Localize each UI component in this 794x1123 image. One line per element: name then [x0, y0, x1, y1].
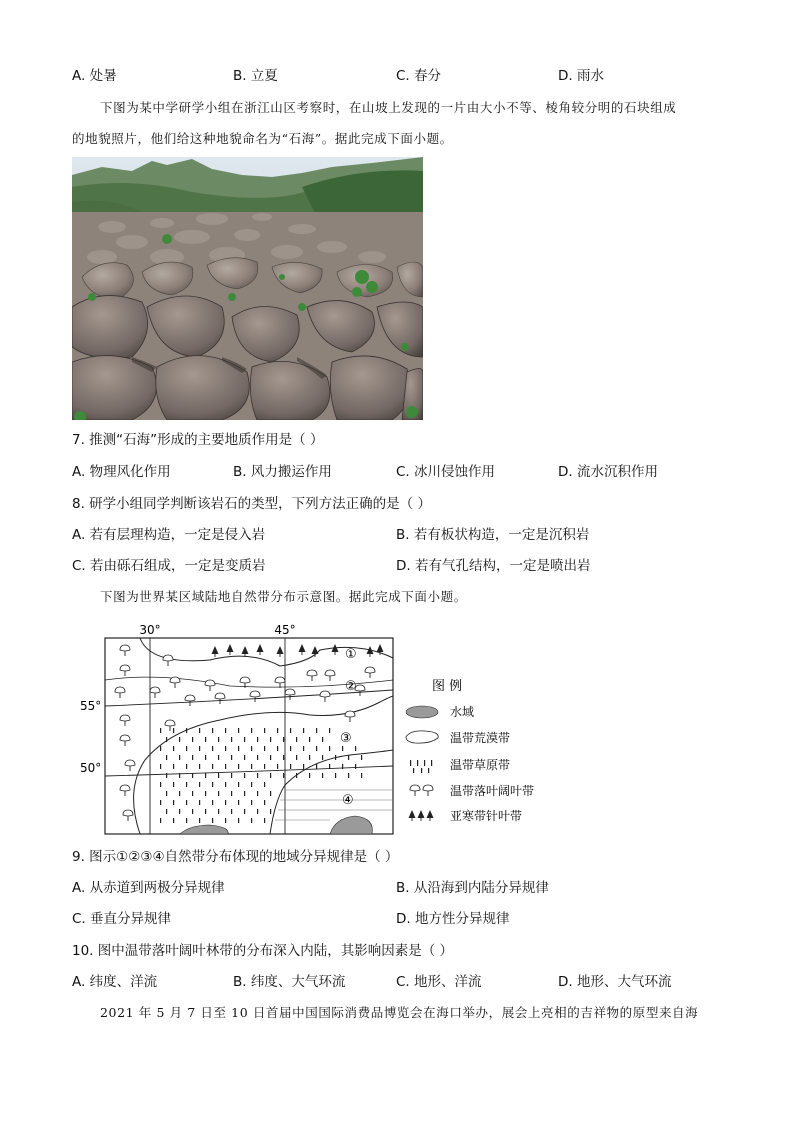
- grassland-symbol: [179, 791, 180, 796]
- legend-grassland: 温带草原带: [450, 758, 511, 772]
- grassland-symbol: [277, 746, 278, 751]
- grassland-symbol: [244, 809, 245, 814]
- grassland-symbol: [199, 782, 200, 787]
- grassland-symbol: [212, 800, 213, 805]
- grassland-symbol: [309, 773, 310, 778]
- grassland-symbol: [257, 791, 258, 796]
- q9-option-a: A. 从赤道到两极分异规律: [72, 880, 225, 896]
- grassland-symbol: [192, 737, 193, 742]
- grassland-symbol: [322, 755, 323, 760]
- grassland-symbol: [296, 773, 297, 778]
- grassland-symbol: [160, 728, 161, 733]
- q8-option-a: A. 若有层理构造，一定是侵入岩: [72, 527, 266, 543]
- grassland-symbol: [218, 791, 219, 796]
- grassland-symbol: [316, 764, 317, 769]
- grassland-symbol: [205, 791, 206, 796]
- q8-option-d: D. 若有气孔结构，一定是喷出岩: [396, 558, 591, 574]
- grassland-symbol: [199, 764, 200, 769]
- grassland-symbol: [166, 773, 167, 778]
- q8-option-c: C. 若由砾石组成，一定是变质岩: [72, 558, 266, 574]
- q9-option-c: C. 垂直分异规律: [72, 911, 172, 927]
- grassland-symbol: [166, 791, 167, 796]
- grassland-symbol: [316, 728, 317, 733]
- q9-option-d: D. 地方性分异规律: [396, 911, 510, 927]
- grassland-symbol: [231, 773, 232, 778]
- grassland-symbol: [329, 764, 330, 769]
- intro3: 2021 年 5 月 7 日至 10 日首届中国国际消费品博览会在海口举办，展会上亮相的吉祥物的原型来自海: [100, 1005, 699, 1020]
- grassland-symbol: [257, 737, 258, 742]
- grassland-symbol: [251, 764, 252, 769]
- grassland-symbol: [199, 818, 200, 823]
- legend-title: 图 例: [432, 679, 463, 694]
- grassland-symbol: [283, 755, 284, 760]
- stone-sea-photo: [72, 157, 423, 420]
- grassland-symbol: [303, 746, 304, 751]
- grassland-symbol: [186, 782, 187, 787]
- grassland-symbol: [277, 764, 278, 769]
- legend-conifer: 亚寒带针叶带: [450, 809, 523, 823]
- grassland-symbol: [192, 755, 193, 760]
- grassland-symbol: [238, 728, 239, 733]
- grassland-symbol: [173, 746, 174, 751]
- grassland-symbol: [270, 809, 271, 814]
- grassland-symbol: [192, 809, 193, 814]
- grassland-symbol: [179, 773, 180, 778]
- grassland-symbol: [166, 755, 167, 760]
- grassland-symbol: [238, 782, 239, 787]
- grassland-symbol: [316, 746, 317, 751]
- grassland-symbol: [205, 773, 206, 778]
- grassland-symbol: [173, 782, 174, 787]
- grassland-symbol: [225, 818, 226, 823]
- grassland-symbol: [212, 764, 213, 769]
- grassland-symbol: [186, 764, 187, 769]
- grassland-symbol: [329, 746, 330, 751]
- grassland-symbol: [283, 773, 284, 778]
- grassland-symbol: [192, 791, 193, 796]
- grassland-symbol: [231, 755, 232, 760]
- grassland-symbol: [244, 755, 245, 760]
- grassland-symbol: [303, 728, 304, 733]
- grassland-symbol: [218, 773, 219, 778]
- grassland-symbol: [264, 764, 265, 769]
- grassland-symbol: [342, 764, 343, 769]
- grassland-symbol: [173, 728, 174, 733]
- grassland-symbol: [257, 773, 258, 778]
- lat-label-55: 55°: [80, 699, 102, 713]
- grassland-symbol: [160, 764, 161, 769]
- grassland-symbol: [160, 800, 161, 805]
- grassland-symbol: [231, 809, 232, 814]
- grassland-symbol: [355, 764, 356, 769]
- grassland-symbol: [179, 755, 180, 760]
- q6-option-a: A. 处暑: [72, 68, 117, 84]
- lat-label-50: 50°: [80, 761, 102, 775]
- grassland-symbol: [283, 737, 284, 742]
- grassland-symbol: [303, 764, 304, 769]
- grassland-symbol: [199, 800, 200, 805]
- zone-label-3: ③: [340, 731, 352, 746]
- grassland-symbol: [212, 818, 213, 823]
- grassland-symbol: [361, 755, 362, 760]
- grassland-symbol: [342, 746, 343, 751]
- legend-grassland-swatch: [410, 760, 432, 773]
- intro1-line1: 下图为某中学研学小组在浙江山区考察时，在山坡上发现的一片由大小不等、棱角较分明的石块组成: [100, 100, 677, 115]
- grassland-symbol: [179, 809, 180, 814]
- grassland-symbol: [290, 764, 291, 769]
- legend-conifer-swatch: [409, 810, 434, 821]
- legend-water: 水域: [450, 705, 475, 719]
- grassland-symbol: [335, 755, 336, 760]
- grassland-symbol: [264, 818, 265, 823]
- grassland-symbol: [192, 773, 193, 778]
- grassland-symbol: [322, 773, 323, 778]
- grassland-symbol: [173, 800, 174, 805]
- zone-label-4: ④: [342, 793, 354, 808]
- grassland-symbol: [270, 737, 271, 742]
- q10-stem: 10. 图中温带落叶阔叶林带的分布深入内陆，其影响因素是（ ）: [72, 943, 454, 959]
- grassland-symbol: [264, 728, 265, 733]
- grassland-symbol: [296, 755, 297, 760]
- q7-option-b: B. 风力搬运作用: [233, 464, 332, 480]
- grassland-symbol: [251, 800, 252, 805]
- grassland-symbol: [309, 737, 310, 742]
- grassland-symbol: [186, 800, 187, 805]
- grassland-symbol: [361, 773, 362, 778]
- lon-label-30: 30°: [139, 623, 161, 637]
- grassland-symbol: [257, 809, 258, 814]
- grassland-symbol: [186, 728, 187, 733]
- zone-label-1: ①: [345, 647, 357, 662]
- grassland-symbol: [238, 746, 239, 751]
- q7-stem: 7. 推测“石海”形成的主要地质作用是（ ）: [72, 432, 324, 448]
- grassland-symbol: [225, 746, 226, 751]
- grassland-symbol: [166, 737, 167, 742]
- grassland-symbol: [231, 791, 232, 796]
- grassland-symbol: [251, 728, 252, 733]
- grassland-symbol: [160, 746, 161, 751]
- q10-option-d: D. 地形、大气环流: [558, 974, 672, 990]
- grassland-symbol: [186, 818, 187, 823]
- grassland-symbol: [205, 737, 206, 742]
- grassland-symbol: [251, 818, 252, 823]
- grassland-symbol: [277, 728, 278, 733]
- grassland-symbol: [244, 791, 245, 796]
- natural-zone-map: [80, 620, 560, 840]
- grassland-symbol: [290, 728, 291, 733]
- grassland-symbol: [270, 755, 271, 760]
- grassland-symbol: [270, 791, 271, 796]
- grassland-symbol: [329, 728, 330, 733]
- legend-desert-swatch: [406, 731, 438, 743]
- grassland-symbol: [238, 764, 239, 769]
- grassland-symbol: [199, 746, 200, 751]
- grassland-symbol: [335, 773, 336, 778]
- grassland-symbol: [270, 773, 271, 778]
- q7-option-c: C. 冰川侵蚀作用: [396, 464, 496, 480]
- grassland-symbol: [179, 737, 180, 742]
- q8-option-b: B. 若有板状构造，一定是沉积岩: [396, 527, 590, 543]
- grassland-symbol: [186, 746, 187, 751]
- intro1-line2: 的地貌照片，他们给这种地貌命名为“石海”。据此完成下面小题。: [72, 131, 453, 146]
- grassland-symbol: [244, 737, 245, 742]
- grassland-symbol: [225, 728, 226, 733]
- grassland-symbol: [264, 746, 265, 751]
- grassland-symbol: [218, 755, 219, 760]
- grassland-symbol: [309, 755, 310, 760]
- grassland-symbol: [238, 818, 239, 823]
- grassland-symbol: [173, 764, 174, 769]
- q7-option-a: A. 物理风化作用: [72, 464, 171, 480]
- grassland-symbol: [205, 809, 206, 814]
- grassland-symbol: [212, 782, 213, 787]
- q9-option-b: B. 从沿海到内陆分异规律: [396, 880, 549, 896]
- q7-option-d: D. 流水沉积作用: [558, 464, 658, 480]
- q10-option-b: B. 纬度、大气环流: [233, 974, 346, 990]
- grassland-symbol: [264, 782, 265, 787]
- legend-water-swatch: [406, 706, 438, 718]
- q10-option-c: C. 地形、洋流: [396, 974, 482, 990]
- grassland-symbol: [257, 755, 258, 760]
- grassland-symbol: [296, 737, 297, 742]
- grassland-symbol: [205, 755, 206, 760]
- intro2: 下图为世界某区域陆地自然带分布示意图。据此完成下面小题。: [100, 589, 467, 604]
- q10-option-a: A. 纬度、洋流: [72, 974, 158, 990]
- q6-option-c: C. 春分: [396, 68, 442, 84]
- grassland-symbol: [173, 818, 174, 823]
- zone-label-2: ②: [345, 679, 357, 694]
- grassland-symbol: [231, 737, 232, 742]
- q8-stem: 8. 研学小组同学判断该岩石的类型，下列方法正确的是（ ）: [72, 496, 431, 512]
- grassland-symbol: [218, 809, 219, 814]
- grassland-symbol: [238, 800, 239, 805]
- grassland-symbol: [244, 773, 245, 778]
- grassland-symbol: [264, 800, 265, 805]
- grassland-symbol: [348, 773, 349, 778]
- grassland-symbol: [225, 800, 226, 805]
- lon-label-45: 45°: [274, 623, 296, 637]
- q9-stem: 9. 图示①②③④自然带分布体现的地域分异规律是（ ）: [72, 849, 399, 865]
- grassland-symbol: [160, 782, 161, 787]
- legend-desert: 温带荒漠带: [450, 731, 511, 745]
- grassland-symbol: [166, 809, 167, 814]
- grassland-symbol: [348, 755, 349, 760]
- grassland-symbol: [322, 737, 323, 742]
- grassland-symbol: [290, 746, 291, 751]
- grassland-symbol: [212, 728, 213, 733]
- grassland-symbol: [199, 728, 200, 733]
- legend-broadleaf: 温带落叶阔叶带: [450, 784, 535, 798]
- legend-broadleaf-swatch: [410, 785, 433, 796]
- grassland-symbol: [225, 764, 226, 769]
- grassland-symbol: [251, 746, 252, 751]
- grassland-symbol: [160, 818, 161, 823]
- grassland-symbol: [355, 746, 356, 751]
- grassland-symbol: [218, 737, 219, 742]
- grassland-symbol: [212, 746, 213, 751]
- q6-option-d: D. 雨水: [558, 68, 604, 84]
- grassland-symbol: [251, 782, 252, 787]
- q6-option-b: B. 立夏: [233, 68, 278, 84]
- grassland-symbol: [225, 782, 226, 787]
